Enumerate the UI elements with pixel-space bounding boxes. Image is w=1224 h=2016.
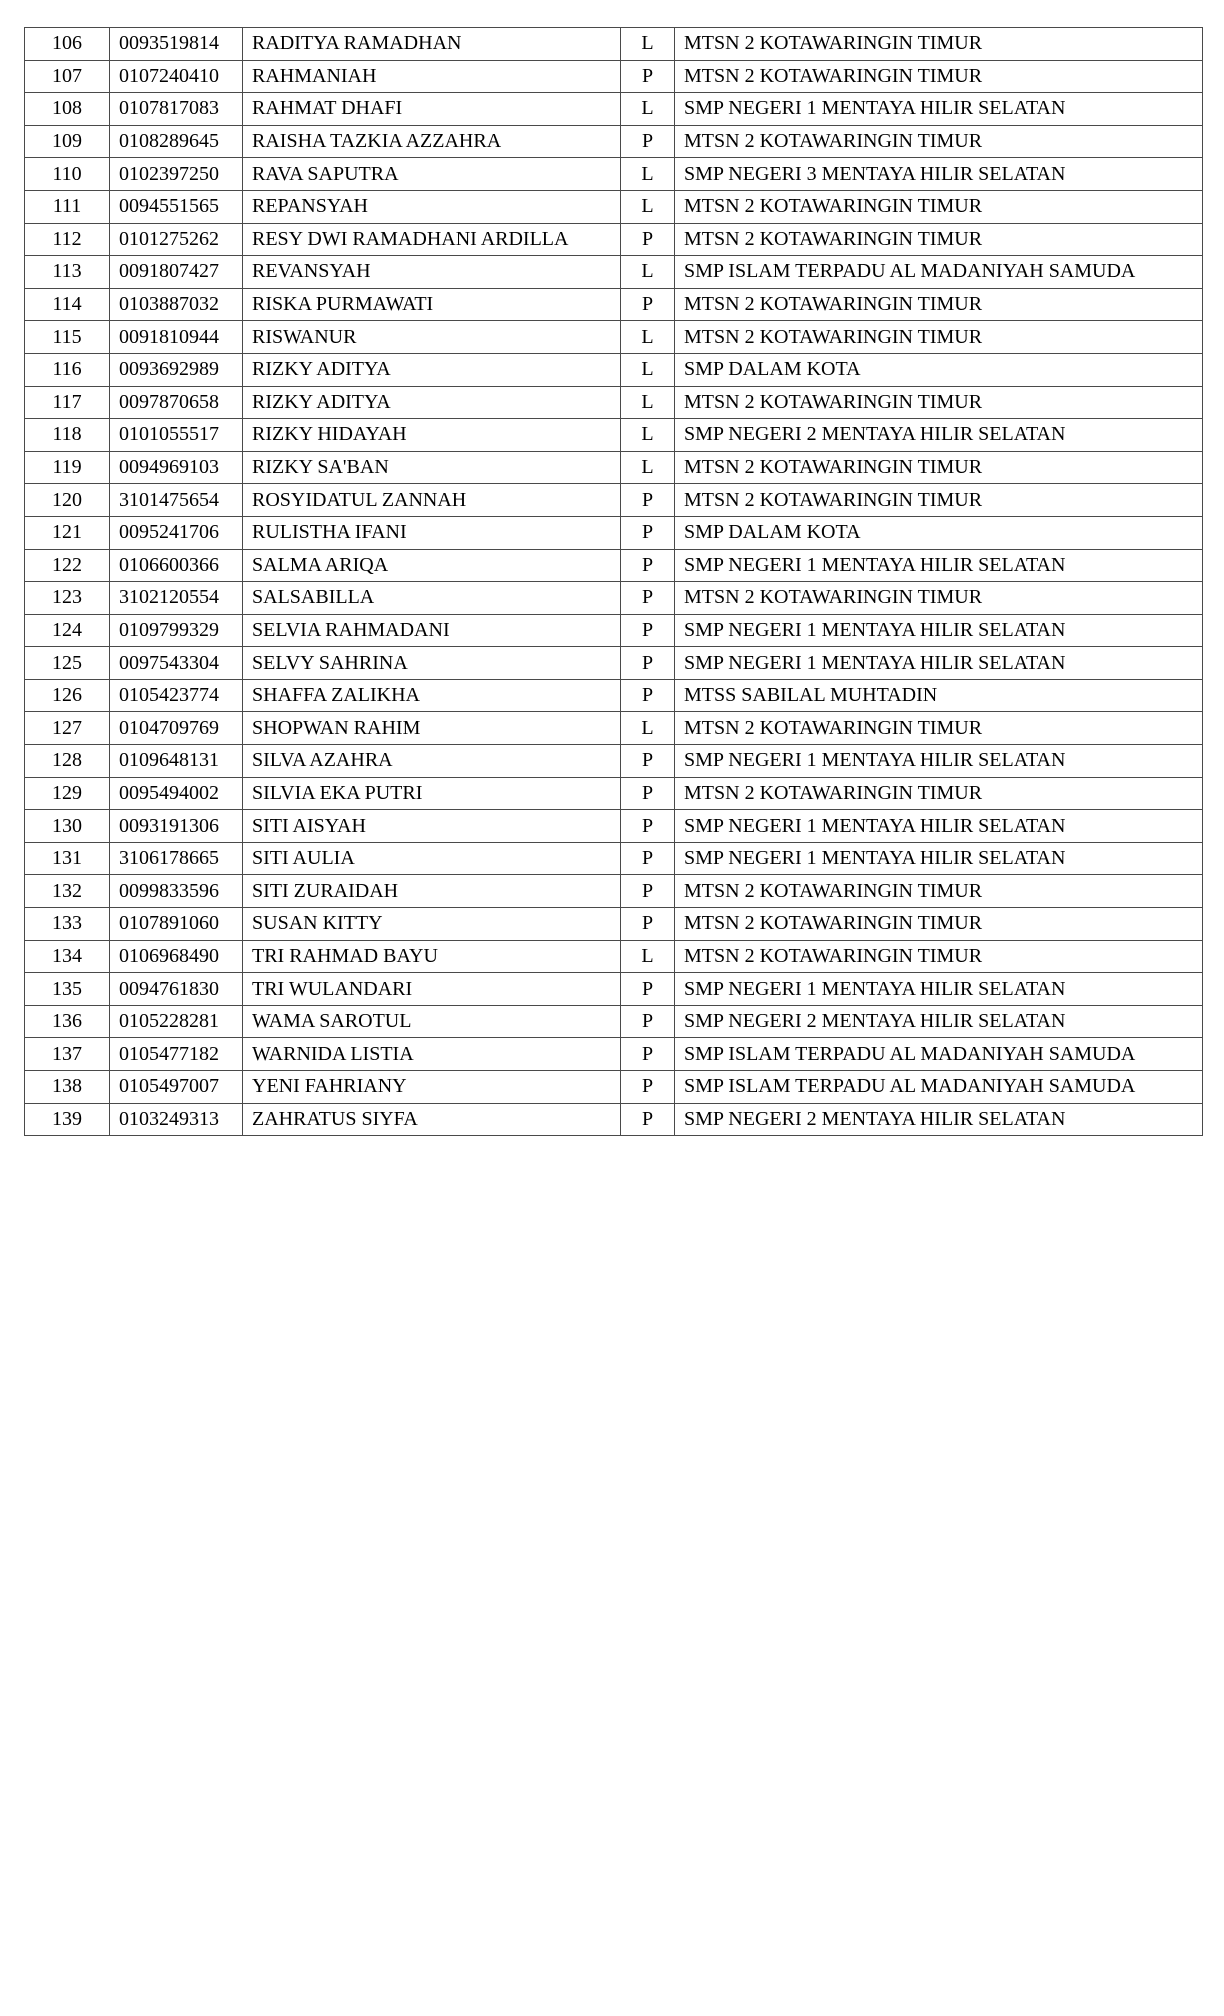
- student-id-cell: 0097870658: [110, 386, 243, 419]
- student-id-cell: 0104709769: [110, 712, 243, 745]
- student-id-cell: 0095494002: [110, 777, 243, 810]
- row-number-cell: 112: [25, 223, 110, 256]
- student-id-cell: 0101275262: [110, 223, 243, 256]
- student-id-cell: 0107240410: [110, 60, 243, 93]
- gender-cell: P: [621, 777, 675, 810]
- school-cell: SMP ISLAM TERPADU AL MADANIYAH SAMUDA: [675, 1071, 1203, 1104]
- student-name-cell: RAVA SAPUTRA: [243, 158, 621, 191]
- table-row: [25, 288, 1203, 321]
- student-name-cell: REVANSYAH: [243, 256, 621, 289]
- student-id-cell: 0093519814: [110, 28, 243, 61]
- student-id-cell: 0091807427: [110, 256, 243, 289]
- school-cell: SMP DALAM KOTA: [675, 353, 1203, 386]
- table-row: [25, 158, 1203, 191]
- student-id-cell: 0102397250: [110, 158, 243, 191]
- school-cell: MTSN 2 KOTAWARINGIN TIMUR: [675, 125, 1203, 158]
- row-number-cell: 126: [25, 679, 110, 712]
- school-cell: MTSN 2 KOTAWARINGIN TIMUR: [675, 875, 1203, 908]
- gender-cell: P: [621, 223, 675, 256]
- school-cell: MTSN 2 KOTAWARINGIN TIMUR: [675, 288, 1203, 321]
- row-number-cell: 114: [25, 288, 110, 321]
- row-number-cell: 118: [25, 419, 110, 452]
- row-number-cell: 129: [25, 777, 110, 810]
- school-cell: SMP NEGERI 1 MENTAYA HILIR SELATAN: [675, 93, 1203, 126]
- student-name-cell: SILVIA EKA PUTRI: [243, 777, 621, 810]
- gender-cell: P: [621, 842, 675, 875]
- table-row: [25, 777, 1203, 810]
- table-row: [25, 60, 1203, 93]
- row-number-cell: 121: [25, 516, 110, 549]
- table-row: [25, 484, 1203, 517]
- row-number-cell: 133: [25, 908, 110, 941]
- document-page: [24, 27, 1202, 1136]
- student-name-cell: SHOPWAN RAHIM: [243, 712, 621, 745]
- row-number-cell: 134: [25, 940, 110, 973]
- student-id-cell: 0095241706: [110, 516, 243, 549]
- school-cell: MTSS SABILAL MUHTADIN: [675, 679, 1203, 712]
- student-name-cell: WAMA SAROTUL: [243, 1005, 621, 1038]
- row-number-cell: 139: [25, 1103, 110, 1136]
- gender-cell: L: [621, 419, 675, 452]
- row-number-cell: 135: [25, 973, 110, 1006]
- gender-cell: L: [621, 190, 675, 223]
- student-name-cell: ZAHRATUS SIYFA: [243, 1103, 621, 1136]
- row-number-cell: 128: [25, 745, 110, 778]
- gender-cell: P: [621, 1038, 675, 1071]
- table-row: [25, 419, 1203, 452]
- student-id-cell: 0103887032: [110, 288, 243, 321]
- student-id-cell: 0094969103: [110, 451, 243, 484]
- table-row: [25, 386, 1203, 419]
- school-cell: SMP NEGERI 1 MENTAYA HILIR SELATAN: [675, 810, 1203, 843]
- student-name-cell: SITI ZURAIDAH: [243, 875, 621, 908]
- student-name-cell: RULISTHA IFANI: [243, 516, 621, 549]
- student-name-cell: SITI AULIA: [243, 842, 621, 875]
- gender-cell: L: [621, 256, 675, 289]
- student-name-cell: SHAFFA ZALIKHA: [243, 679, 621, 712]
- roster-body: [25, 28, 1203, 1136]
- student-id-cell: 0093191306: [110, 810, 243, 843]
- table-row: [25, 516, 1203, 549]
- table-row: [25, 810, 1203, 843]
- row-number-cell: 131: [25, 842, 110, 875]
- student-id-cell: 0105497007: [110, 1071, 243, 1104]
- row-number-cell: 125: [25, 647, 110, 680]
- gender-cell: P: [621, 810, 675, 843]
- row-number-cell: 116: [25, 353, 110, 386]
- table-row: [25, 614, 1203, 647]
- school-cell: MTSN 2 KOTAWARINGIN TIMUR: [675, 386, 1203, 419]
- gender-cell: P: [621, 908, 675, 941]
- table-row: [25, 1103, 1203, 1136]
- table-row: [25, 321, 1203, 354]
- student-name-cell: SALMA ARIQA: [243, 549, 621, 582]
- student-id-cell: 0103249313: [110, 1103, 243, 1136]
- row-number-cell: 123: [25, 582, 110, 615]
- table-row: [25, 223, 1203, 256]
- table-row: [25, 582, 1203, 615]
- school-cell: SMP NEGERI 2 MENTAYA HILIR SELATAN: [675, 1103, 1203, 1136]
- student-name-cell: RAHMANIAH: [243, 60, 621, 93]
- student-id-cell: 3102120554: [110, 582, 243, 615]
- row-number-cell: 115: [25, 321, 110, 354]
- student-id-cell: 0106600366: [110, 549, 243, 582]
- school-cell: MTSN 2 KOTAWARINGIN TIMUR: [675, 451, 1203, 484]
- student-id-cell: 0107891060: [110, 908, 243, 941]
- gender-cell: P: [621, 125, 675, 158]
- student-id-cell: 0093692989: [110, 353, 243, 386]
- row-number-cell: 137: [25, 1038, 110, 1071]
- student-id-cell: 3101475654: [110, 484, 243, 517]
- row-number-cell: 130: [25, 810, 110, 843]
- student-name-cell: ROSYIDATUL ZANNAH: [243, 484, 621, 517]
- gender-cell: P: [621, 516, 675, 549]
- school-cell: SMP NEGERI 1 MENTAYA HILIR SELATAN: [675, 973, 1203, 1006]
- row-number-cell: 117: [25, 386, 110, 419]
- table-row: [25, 93, 1203, 126]
- row-number-cell: 138: [25, 1071, 110, 1104]
- gender-cell: P: [621, 614, 675, 647]
- school-cell: MTSN 2 KOTAWARINGIN TIMUR: [675, 484, 1203, 517]
- row-number-cell: 127: [25, 712, 110, 745]
- student-name-cell: RISKA PURMAWATI: [243, 288, 621, 321]
- school-cell: SMP ISLAM TERPADU AL MADANIYAH SAMUDA: [675, 256, 1203, 289]
- student-id-cell: 3106178665: [110, 842, 243, 875]
- student-id-cell: 0108289645: [110, 125, 243, 158]
- table-row: [25, 28, 1203, 61]
- table-row: [25, 973, 1203, 1006]
- student-name-cell: RAISHA TAZKIA AZZAHRA: [243, 125, 621, 158]
- school-cell: MTSN 2 KOTAWARINGIN TIMUR: [675, 321, 1203, 354]
- student-name-cell: REPANSYAH: [243, 190, 621, 223]
- student-name-cell: SELVY SAHRINA: [243, 647, 621, 680]
- gender-cell: L: [621, 158, 675, 191]
- row-number-cell: 119: [25, 451, 110, 484]
- school-cell: SMP NEGERI 2 MENTAYA HILIR SELATAN: [675, 419, 1203, 452]
- student-name-cell: SUSAN KITTY: [243, 908, 621, 941]
- row-number-cell: 109: [25, 125, 110, 158]
- student-name-cell: WARNIDA LISTIA: [243, 1038, 621, 1071]
- table-row: [25, 125, 1203, 158]
- table-row: [25, 451, 1203, 484]
- school-cell: SMP DALAM KOTA: [675, 516, 1203, 549]
- student-roster-table: [24, 27, 1203, 1136]
- gender-cell: L: [621, 93, 675, 126]
- row-number-cell: 106: [25, 28, 110, 61]
- school-cell: MTSN 2 KOTAWARINGIN TIMUR: [675, 582, 1203, 615]
- school-cell: MTSN 2 KOTAWARINGIN TIMUR: [675, 777, 1203, 810]
- student-name-cell: RIZKY SA'BAN: [243, 451, 621, 484]
- gender-cell: L: [621, 940, 675, 973]
- table-row: [25, 940, 1203, 973]
- gender-cell: P: [621, 484, 675, 517]
- row-number-cell: 122: [25, 549, 110, 582]
- student-id-cell: 0094761830: [110, 973, 243, 1006]
- student-id-cell: 0099833596: [110, 875, 243, 908]
- student-id-cell: 0101055517: [110, 419, 243, 452]
- gender-cell: P: [621, 647, 675, 680]
- school-cell: SMP NEGERI 1 MENTAYA HILIR SELATAN: [675, 647, 1203, 680]
- student-id-cell: 0106968490: [110, 940, 243, 973]
- row-number-cell: 132: [25, 875, 110, 908]
- student-name-cell: SITI AISYAH: [243, 810, 621, 843]
- gender-cell: L: [621, 353, 675, 386]
- school-cell: MTSN 2 KOTAWARINGIN TIMUR: [675, 908, 1203, 941]
- table-row: [25, 712, 1203, 745]
- gender-cell: P: [621, 875, 675, 908]
- student-id-cell: 0107817083: [110, 93, 243, 126]
- school-cell: MTSN 2 KOTAWARINGIN TIMUR: [675, 940, 1203, 973]
- row-number-cell: 111: [25, 190, 110, 223]
- student-name-cell: RIZKY ADITYA: [243, 353, 621, 386]
- school-cell: SMP NEGERI 1 MENTAYA HILIR SELATAN: [675, 614, 1203, 647]
- gender-cell: P: [621, 60, 675, 93]
- gender-cell: P: [621, 549, 675, 582]
- table-row: [25, 745, 1203, 778]
- school-cell: SMP ISLAM TERPADU AL MADANIYAH SAMUDA: [675, 1038, 1203, 1071]
- school-cell: MTSN 2 KOTAWARINGIN TIMUR: [675, 60, 1203, 93]
- table-row: [25, 256, 1203, 289]
- gender-cell: P: [621, 1071, 675, 1104]
- gender-cell: P: [621, 973, 675, 1006]
- school-cell: SMP NEGERI 2 MENTAYA HILIR SELATAN: [675, 1005, 1203, 1038]
- gender-cell: P: [621, 288, 675, 321]
- student-id-cell: 0105423774: [110, 679, 243, 712]
- student-id-cell: 0105228281: [110, 1005, 243, 1038]
- student-name-cell: RESY DWI RAMADHANI ARDILLA: [243, 223, 621, 256]
- row-number-cell: 120: [25, 484, 110, 517]
- school-cell: SMP NEGERI 3 MENTAYA HILIR SELATAN: [675, 158, 1203, 191]
- table-row: [25, 549, 1203, 582]
- row-number-cell: 124: [25, 614, 110, 647]
- student-name-cell: SALSABILLA: [243, 582, 621, 615]
- row-number-cell: 107: [25, 60, 110, 93]
- school-cell: SMP NEGERI 1 MENTAYA HILIR SELATAN: [675, 745, 1203, 778]
- table-row: [25, 1038, 1203, 1071]
- table-row: [25, 1071, 1203, 1104]
- student-name-cell: TRI WULANDARI: [243, 973, 621, 1006]
- gender-cell: P: [621, 1005, 675, 1038]
- student-name-cell: RIZKY HIDAYAH: [243, 419, 621, 452]
- student-name-cell: RADITYA RAMADHAN: [243, 28, 621, 61]
- student-name-cell: TRI RAHMAD BAYU: [243, 940, 621, 973]
- student-id-cell: 0105477182: [110, 1038, 243, 1071]
- school-cell: MTSN 2 KOTAWARINGIN TIMUR: [675, 190, 1203, 223]
- student-id-cell: 0091810944: [110, 321, 243, 354]
- row-number-cell: 136: [25, 1005, 110, 1038]
- row-number-cell: 113: [25, 256, 110, 289]
- gender-cell: L: [621, 321, 675, 354]
- gender-cell: L: [621, 386, 675, 419]
- school-cell: MTSN 2 KOTAWARINGIN TIMUR: [675, 28, 1203, 61]
- table-row: [25, 679, 1203, 712]
- student-name-cell: RAHMAT DHAFI: [243, 93, 621, 126]
- table-row: [25, 1005, 1203, 1038]
- table-row: [25, 875, 1203, 908]
- row-number-cell: 110: [25, 158, 110, 191]
- student-name-cell: RIZKY ADITYA: [243, 386, 621, 419]
- student-name-cell: SILVA AZAHRA: [243, 745, 621, 778]
- table-row: [25, 908, 1203, 941]
- student-name-cell: SELVIA RAHMADANI: [243, 614, 621, 647]
- gender-cell: P: [621, 1103, 675, 1136]
- gender-cell: P: [621, 745, 675, 778]
- table-row: [25, 842, 1203, 875]
- gender-cell: L: [621, 28, 675, 61]
- gender-cell: P: [621, 679, 675, 712]
- table-row: [25, 353, 1203, 386]
- student-id-cell: 0109648131: [110, 745, 243, 778]
- table-row: [25, 190, 1203, 223]
- student-name-cell: RISWANUR: [243, 321, 621, 354]
- student-id-cell: 0097543304: [110, 647, 243, 680]
- table-row: [25, 647, 1203, 680]
- row-number-cell: 108: [25, 93, 110, 126]
- gender-cell: L: [621, 712, 675, 745]
- student-id-cell: 0094551565: [110, 190, 243, 223]
- student-id-cell: 0109799329: [110, 614, 243, 647]
- school-cell: SMP NEGERI 1 MENTAYA HILIR SELATAN: [675, 842, 1203, 875]
- gender-cell: L: [621, 451, 675, 484]
- gender-cell: P: [621, 582, 675, 615]
- school-cell: SMP NEGERI 1 MENTAYA HILIR SELATAN: [675, 549, 1203, 582]
- student-name-cell: YENI FAHRIANY: [243, 1071, 621, 1104]
- school-cell: MTSN 2 KOTAWARINGIN TIMUR: [675, 223, 1203, 256]
- school-cell: MTSN 2 KOTAWARINGIN TIMUR: [675, 712, 1203, 745]
